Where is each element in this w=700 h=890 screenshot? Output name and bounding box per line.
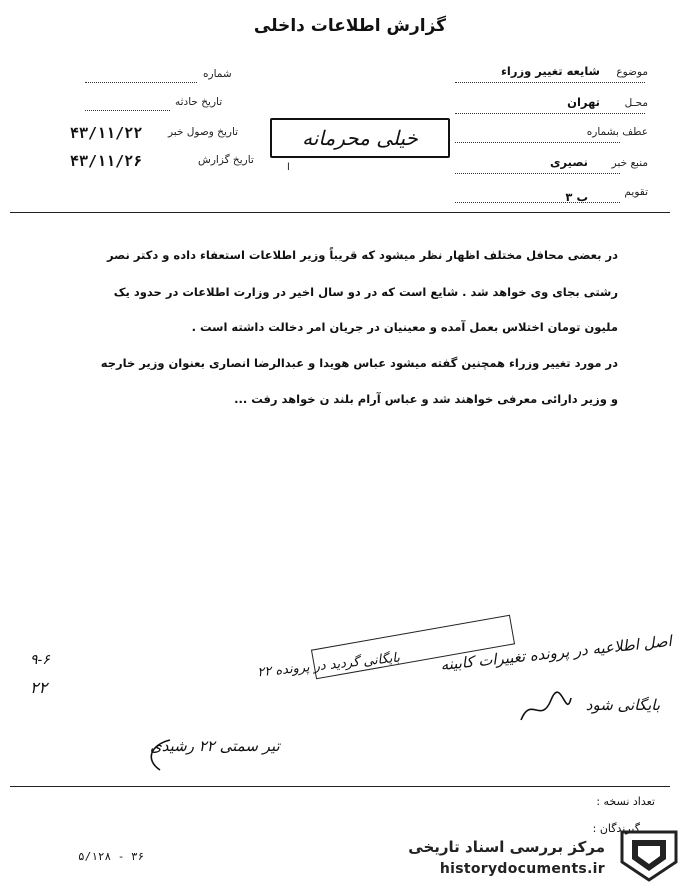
copies-label: تعداد نسخه : bbox=[596, 795, 655, 808]
location-label: محـل bbox=[624, 97, 648, 109]
recipients-label: گیرندگان : bbox=[592, 822, 640, 835]
number-label: شماره bbox=[203, 68, 232, 80]
source-label: منبع خبر bbox=[611, 157, 648, 169]
stamp-mark: ا bbox=[287, 162, 290, 173]
handwritten-number-mark: ۲۲ bbox=[30, 678, 48, 697]
subject-dots bbox=[455, 82, 645, 83]
report-date-label: تاریخ گزارش bbox=[198, 154, 254, 166]
watermark-url: historydocuments.ir bbox=[439, 861, 605, 877]
archive-logo-icon bbox=[614, 826, 684, 884]
location-dots bbox=[455, 113, 645, 114]
signature-flourish bbox=[140, 735, 180, 775]
signature-mark bbox=[516, 690, 576, 730]
received-date-label: تاریخ وصول خبر bbox=[168, 126, 239, 138]
subject-value: شایعه تغییر وزراء bbox=[501, 64, 600, 78]
body-line-2: رشتی بجای وی خواهد شد . شایع است که در دو سال اخیر در وزارت اطلاعات در حدود یک bbox=[113, 285, 618, 299]
reference-label: عطف بشماره bbox=[586, 126, 648, 138]
body-line-5: و وزیر دارائی معرفی خواهند شد و عباس آرام بلند ن خواهد رفت ... bbox=[234, 392, 618, 406]
evaluation-value: ب ۳ bbox=[565, 190, 588, 204]
evaluation-dots bbox=[455, 202, 620, 203]
handwritten-note-line1: اصل اطلاعیه در پرونده تغییرات کابینه bbox=[439, 631, 673, 675]
classification-stamp bbox=[270, 118, 450, 158]
reference-dots bbox=[455, 142, 620, 143]
body-line-1: در بعضی محافل مختلف اظهار نظر میشود که قریباً وزیر اطلاعات استعفاء داده و دکتر نصر bbox=[107, 248, 618, 262]
body-line-3: ملیون تومان اختلاس بعمل آمده و معینیان در جریان امر دخالت داشته است . bbox=[191, 320, 618, 334]
location-value: تهران bbox=[567, 95, 600, 109]
evaluation-label: تقویم bbox=[624, 186, 648, 198]
footer-divider bbox=[10, 786, 670, 787]
subject-label: موضوع bbox=[616, 66, 648, 78]
handwritten-note-line3: تیر سمتی ۲۲ رشیدی bbox=[150, 737, 280, 755]
handwritten-date-mark: ۹-۶ bbox=[30, 652, 50, 668]
number-dots bbox=[85, 82, 197, 83]
received-date-value: ۴۳/۱۱/۲۲ bbox=[70, 124, 143, 142]
header-divider bbox=[10, 212, 670, 213]
handwritten-note-line1-end: بایگانی گردید در پرونده ۲۲ bbox=[256, 650, 401, 681]
document-title: گزارش اطلاعات داخلی bbox=[253, 16, 447, 36]
report-date-value: ۴۳/۱۱/۲۶ bbox=[70, 152, 143, 170]
watermark-archive-name: مرکز بررسی اسناد تاریخی bbox=[408, 838, 605, 856]
form-code: ۵/۱۲۸ - ۳۶ bbox=[78, 850, 145, 863]
source-value: نصیری bbox=[549, 155, 588, 169]
incident-date-label: تاریخ حادثه bbox=[175, 96, 223, 108]
incident-date-dots bbox=[85, 110, 170, 111]
body-line-4: در مورد تغییر وزراء همچنین گفته میشود عباس هویدا و عبدالرضا انصاری بعنوان وزیر خارجه bbox=[100, 356, 618, 370]
classification-stamp-text: خیلی محرمانه bbox=[302, 126, 418, 150]
handwritten-note-line2: بایگانی شود bbox=[585, 696, 660, 714]
source-dots bbox=[455, 173, 620, 174]
